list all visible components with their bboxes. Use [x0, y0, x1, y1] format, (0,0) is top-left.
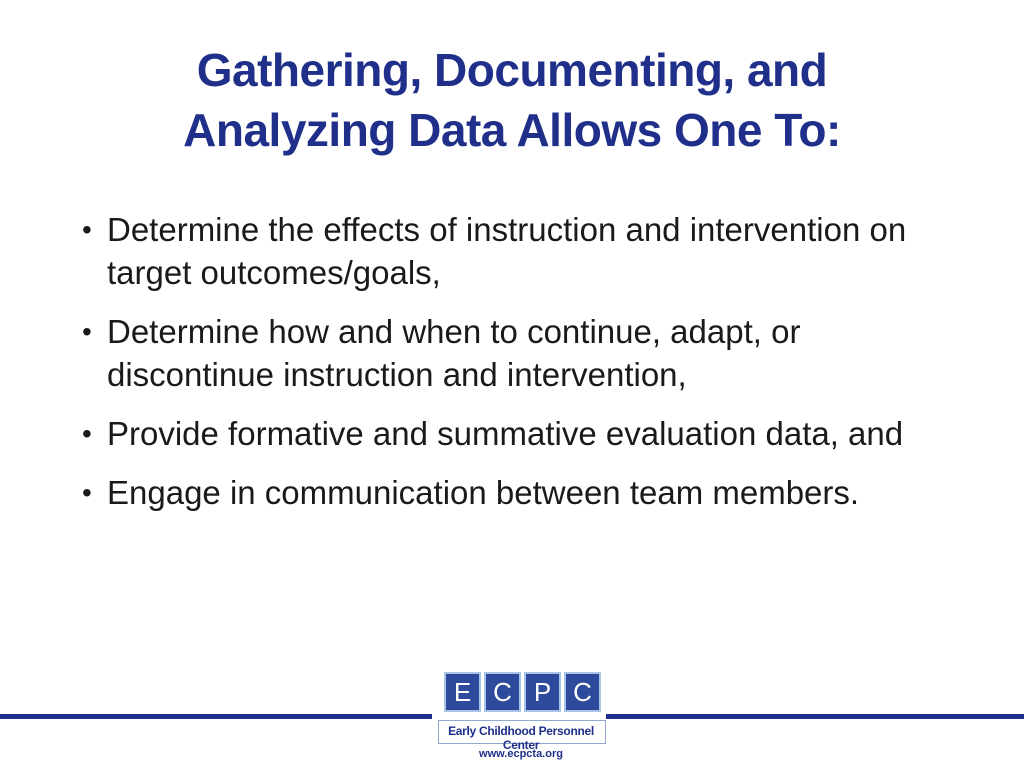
- logo-letter-tiles: [444, 672, 601, 712]
- slide-title: [0, 40, 1024, 160]
- bullet-icon: •: [82, 477, 92, 508]
- bullet-text: Determine how and when to continue, adapt, or discontinue instruction and intervention,: [107, 313, 801, 393]
- logo-organization-name: Early Childhood Personnel Center: [448, 724, 594, 752]
- bullet-icon: •: [82, 214, 92, 245]
- bullet-icon: •: [82, 316, 92, 347]
- slide-title-line-2: Analyzing Data Allows One To:: [183, 104, 841, 156]
- slide-title-line-1: Gathering, Documenting, and: [196, 44, 828, 96]
- logo-tile-p: P: [524, 672, 561, 712]
- bullet-item: [80, 208, 960, 294]
- footer-rule-right: [606, 714, 1024, 719]
- logo-tile-c: C: [484, 672, 521, 712]
- bullet-text: Provide formative and summative evaluation data, and: [107, 415, 904, 452]
- logo-tile-e: E: [444, 672, 481, 712]
- bullet-text: Engage in communication between team members.: [107, 474, 860, 511]
- bullet-item: [80, 310, 960, 396]
- ecpc-logo: [438, 670, 604, 768]
- bullet-icon: •: [82, 418, 92, 449]
- footer-rule-left: [0, 714, 432, 719]
- bullet-list: [80, 208, 960, 530]
- logo-tile-c-2: C: [564, 672, 601, 712]
- bullet-item: [80, 412, 960, 455]
- bullet-text: Determine the effects of instruction and intervention on target outcomes/goals,: [107, 211, 907, 291]
- bullet-item: [80, 471, 960, 514]
- logo-website-url: www.ecpcta.org: [479, 748, 563, 760]
